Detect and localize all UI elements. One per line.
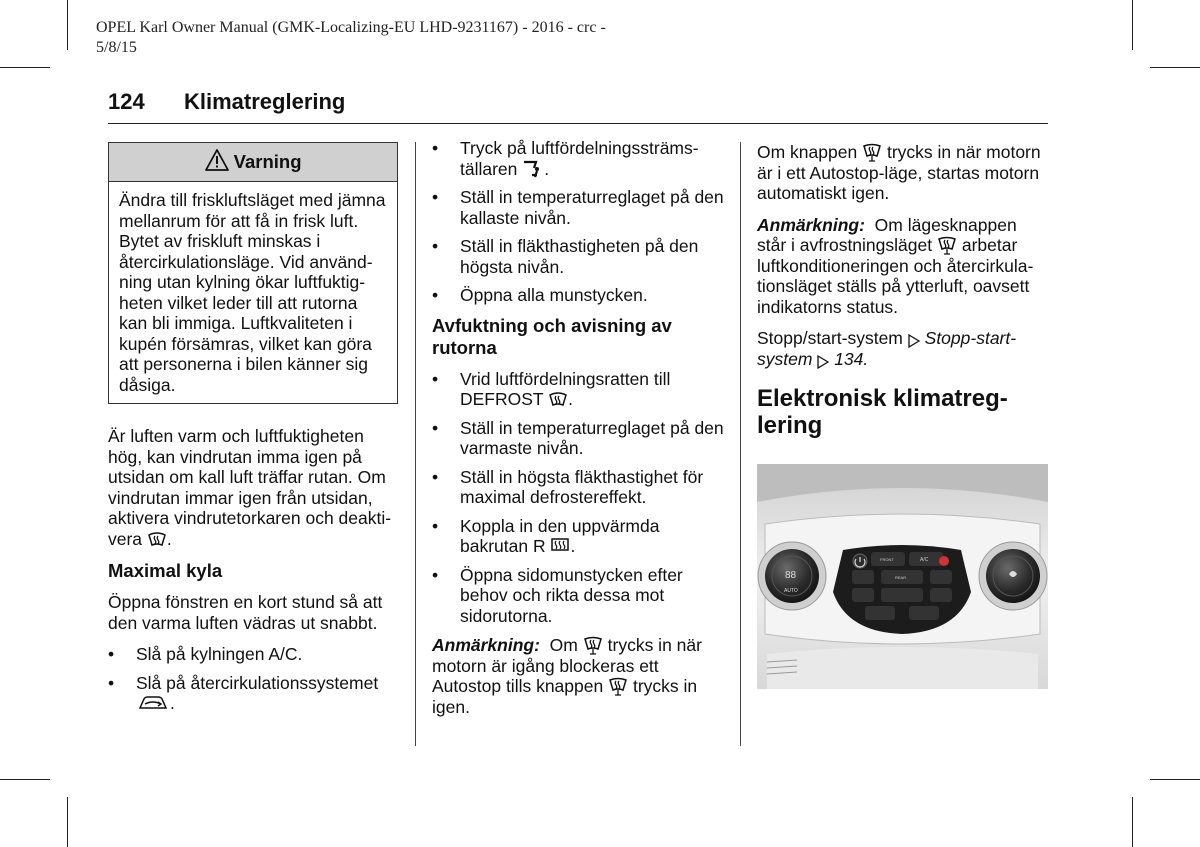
crop-mark xyxy=(1150,779,1200,780)
page-number: 124 xyxy=(108,89,145,114)
column-1 xyxy=(108,142,398,723)
list-item-text: Koppla in den uppvärmda bakrutan R xyxy=(460,515,660,556)
document-title: OPEL Karl Owner Manual (GMK-Localizing-EU LHD-9231167) - 2016 - crc - xyxy=(96,19,606,36)
paragraph-text: Om knappen xyxy=(757,142,858,162)
defrost-button-icon xyxy=(937,235,957,255)
crop-mark xyxy=(1132,797,1133,847)
note xyxy=(757,215,1049,318)
paragraph-text: trycks in när motorn är i ett Autostop-läge, startas motorn automatiskt igen. xyxy=(757,142,1041,203)
column-2 xyxy=(432,138,727,728)
paragraph: Öppna fönstren en kort stund så att den varma luften vädras ut snabbt. xyxy=(108,592,383,633)
section-title: Klimatreglering xyxy=(184,89,346,114)
front-defrost-button-label: FRONT xyxy=(880,557,894,562)
section-heading: Maximal kyla xyxy=(108,560,223,581)
note-label: Anmärkning: xyxy=(432,635,540,655)
crop-mark xyxy=(1150,67,1200,68)
list-item-text: Slå på återcirkulationssystemet xyxy=(136,672,379,693)
list-item-text: Öppna sidomunstycken efter behov och rikta dessa mot sidorutorna. xyxy=(460,564,683,626)
list-item: • Öppna alla munstycken. xyxy=(432,285,648,305)
crop-mark xyxy=(0,779,50,780)
list-item: • Ställ in temperaturreglaget på den varmaste nivån. xyxy=(432,417,724,458)
warning-box xyxy=(108,142,398,404)
list-item: • Tryck på luftfördelningssträmställaren . xyxy=(432,138,699,179)
reference-arrow-icon xyxy=(908,334,920,348)
list-item-text: Ställ in temperaturreglaget på den kallaste nivån. xyxy=(460,187,724,228)
reference-arrow-icon xyxy=(817,355,829,369)
note-label: Anmärkning: xyxy=(757,214,865,235)
note xyxy=(432,635,727,717)
column-separator xyxy=(415,142,416,746)
left-knob-label: AUTO xyxy=(784,588,798,594)
crop-mark xyxy=(67,797,68,847)
note-text: trycks in igen. xyxy=(432,676,698,717)
list-item: • Vrid luftfördelningsratten till DEFROST . xyxy=(432,368,671,409)
paragraph xyxy=(757,142,1049,204)
windshield-defrost-icon xyxy=(147,529,167,549)
document-meta xyxy=(96,18,616,58)
reference-link[interactable]: Stopp-start-system xyxy=(757,328,1017,369)
cross-reference: Stopp/start-system Stopp-start-system 134. xyxy=(757,328,1017,369)
warning-header xyxy=(109,143,397,182)
note-text: trycks in när motorn är igång blockeras ett Autostop tills knappen xyxy=(432,635,702,696)
list-item-text: Öppna alla munstycken. xyxy=(460,285,648,305)
list-item-text: Ställ in fläkthastigheten på den högsta nivån. xyxy=(460,236,699,277)
header-rule xyxy=(108,123,1048,124)
document-date: 5/8/15 xyxy=(96,39,137,56)
warning-triangle-icon xyxy=(205,149,229,171)
windshield-defrost-icon xyxy=(548,389,568,409)
list-item: • Koppla in den uppvärmda bakrutan R . xyxy=(432,515,660,556)
rear-window-heating-icon xyxy=(550,536,570,556)
list-item-text: Tryck på luftfördelningssträmställaren xyxy=(460,138,699,179)
ac-button-label: A/C xyxy=(920,557,929,563)
column-3 xyxy=(757,142,1049,439)
list-item: • Slå på återcirkulationssystemet . xyxy=(108,672,379,713)
column-separator xyxy=(740,142,741,746)
air-distribution-icon xyxy=(522,159,544,179)
list-item-text: Vrid luftfördelningsratten till DEFROST xyxy=(460,368,671,409)
defrost-button-icon xyxy=(608,676,628,696)
climate-control-panel-photo xyxy=(757,464,1048,689)
list-item: • Ställ in högsta fläkthastighet för maximal defrostereffekt. xyxy=(432,466,704,507)
list-item-text: Ställ in högsta fläkthastighet för maximal defrostereffekt. xyxy=(460,466,704,507)
list-item-text: Slå på kylningen A/C. xyxy=(136,644,303,664)
left-knob-display: 88 xyxy=(785,570,797,581)
warning-title: Varning xyxy=(233,151,302,172)
list-item: • Öppna sidomunstycken efter behov och rikta dessa mot sidorutorna. xyxy=(432,564,683,626)
defrost-button-icon xyxy=(862,142,882,162)
bullet-list xyxy=(432,369,727,627)
note-text: arbetar luftkonditioneringen och återcirkulationsläget ställs på ytterluft, oavsett indikatorns status. xyxy=(757,235,1034,317)
warning-text: Ändra till friskluftsläget med jämna mellanrum för att få in frisk luft. Bytet av friskluft minskas i återcirkulationsläge. Vid användning utan kylning ökar luftfuktigheten vilket leder till att rutorna kan bli immiga. Luftkvaliteten i kupén försämras, vilket kan göra att personerna i bilen känner sig dåsiga. xyxy=(119,190,386,395)
reference-text: Stopp/start-system xyxy=(757,328,903,348)
rear-defrost-button-label: REAR xyxy=(895,575,907,580)
list-item: • Slå på kylningen A/C. xyxy=(108,644,303,664)
recirculation-icon xyxy=(136,693,170,713)
paragraph-text: Är luften varm och luftfuktigheten hög, kan vindrutan imma igen på utsidan om kall luft träffar rutan. Om vindrutan immar igen från utsidan, aktivera vindrutetorkaren och deaktivera xyxy=(108,426,392,549)
list-item: • Ställ in fläkthastigheten på den högsta nivån. xyxy=(432,236,699,277)
list-item: • Ställ in temperaturreglaget på den kallaste nivån. xyxy=(432,187,724,228)
crop-mark xyxy=(67,0,68,50)
defrost-button-icon xyxy=(583,635,603,655)
section-heading: Avfuktning och avisning av rutorna xyxy=(432,314,672,358)
note-text: Om lägesknappen står i avfrostningsläget xyxy=(757,214,1017,255)
page-header xyxy=(108,89,345,115)
bullet-list xyxy=(432,138,727,306)
bullet-list xyxy=(108,644,398,714)
crop-mark xyxy=(0,67,50,68)
list-item-text: Ställ in temperaturreglaget på den varmaste nivån. xyxy=(460,417,724,458)
reference-page-link[interactable]: 134 xyxy=(834,348,864,369)
crop-mark xyxy=(1132,0,1133,50)
paragraph: Är luften varm och luftfuktigheten hög, kan vindrutan imma igen på utsidan om kall luft träffar rutan. Om vindrutan immar igen från utsidan, aktivera vindrutetorkaren och deaktivera . xyxy=(108,426,392,549)
note-text: Om xyxy=(549,635,578,655)
section-heading: Elektronisk klimatreglering xyxy=(757,385,1008,439)
